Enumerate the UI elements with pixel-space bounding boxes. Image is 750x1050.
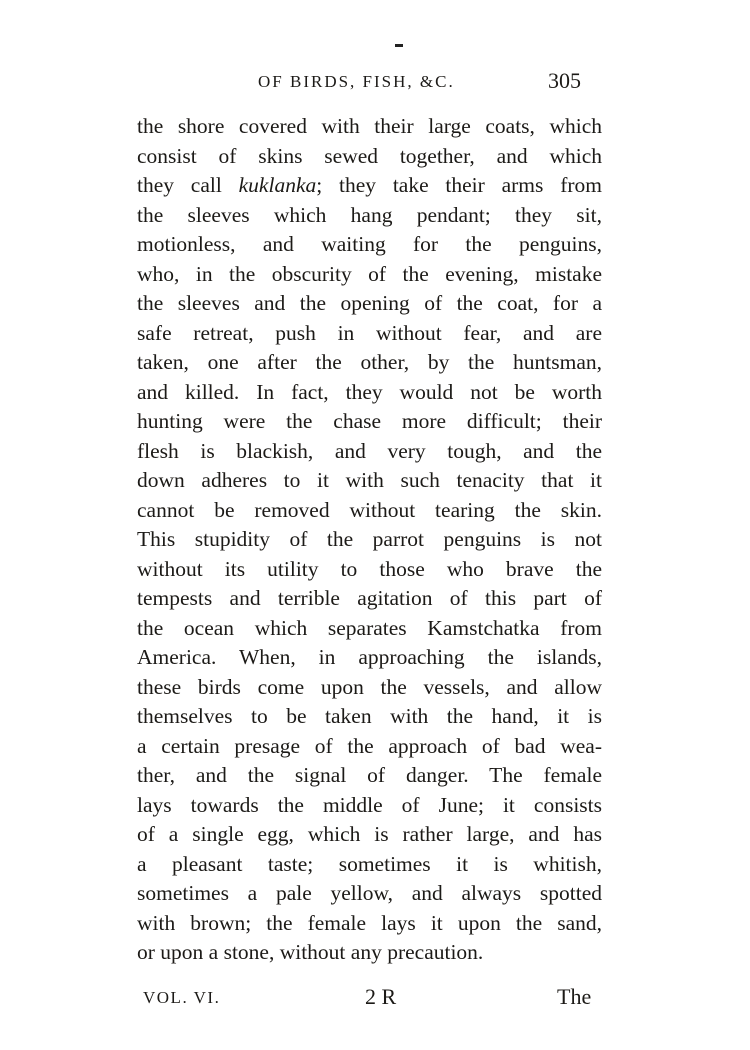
text-line: themselves to be taken with the hand, it is <box>137 704 602 728</box>
text-line: tempests and terrible agitation of this part of <box>137 586 602 610</box>
page-footer <box>0 984 750 1014</box>
text-line: safe retreat, push in without fear, and are <box>137 320 602 345</box>
text-line: consist of skins sewed together, and which <box>137 143 602 168</box>
text-line: the sleeves and the opening of the coat, for a <box>137 291 602 315</box>
italic-term: kuklanka <box>238 173 317 197</box>
running-head: OF BIRDS, FISH, &C. <box>258 72 455 91</box>
text-line: these birds come upon the vessels, and allow <box>137 674 602 699</box>
text-line-tail: ; they take their arms from <box>316 173 602 197</box>
text-line <box>137 171 602 201</box>
text-line: hunting were the chase more difficult; their <box>137 409 602 433</box>
text-line: cannot be removed without tearing the skin. <box>137 497 602 522</box>
text-line-start: they call <box>137 173 239 197</box>
text-line: flesh is blackish, and very tough, and the <box>137 438 602 463</box>
text-line: motionless, and waiting for the penguins, <box>137 232 602 256</box>
text-line: the shore covered with their large coats, which <box>137 114 602 138</box>
text-line: who, in the obscurity of the evening, mistake <box>137 261 602 286</box>
text-line: a certain presage of the approach of bad wea- <box>137 733 602 758</box>
text-line: of a single egg, which is rather large, and has <box>137 822 602 846</box>
catchword: The <box>557 984 592 1009</box>
text-line: and killed. In fact, they would not be worth <box>137 379 602 404</box>
text-line: ther, and the signal of danger. The female <box>137 763 602 787</box>
page-number: 305 <box>548 68 581 93</box>
text-line: down adheres to it with such tenacity that it <box>137 468 602 492</box>
text-line: or upon a stone, without any precaution. <box>137 940 484 964</box>
text-line: a pleasant taste; sometimes it is whitish, <box>137 851 602 876</box>
text-line: taken, one after the other, by the huntsman, <box>137 350 602 374</box>
body-text <box>137 112 602 968</box>
text-line: This stupidity of the parrot penguins is not <box>137 527 602 551</box>
top-dash-mark <box>395 44 403 47</box>
text-line: the sleeves which hang pendant; they sit, <box>137 202 602 227</box>
text-line: the ocean which separates Kamstchatka from <box>137 615 602 640</box>
text-line: America. When, in approaching the islands, <box>137 645 602 669</box>
text-line: with brown; the female lays it upon the sand, <box>137 910 602 935</box>
signature-mark: 2 R <box>365 984 397 1009</box>
text-line: lays towards the middle of June; it consists <box>137 792 602 817</box>
text-line: sometimes a pale yellow, and always spotted <box>137 881 602 905</box>
page-header <box>0 64 750 94</box>
text-line: without its utility to those who brave the <box>137 556 602 581</box>
volume-mark: VOL. VI. <box>143 988 221 1007</box>
